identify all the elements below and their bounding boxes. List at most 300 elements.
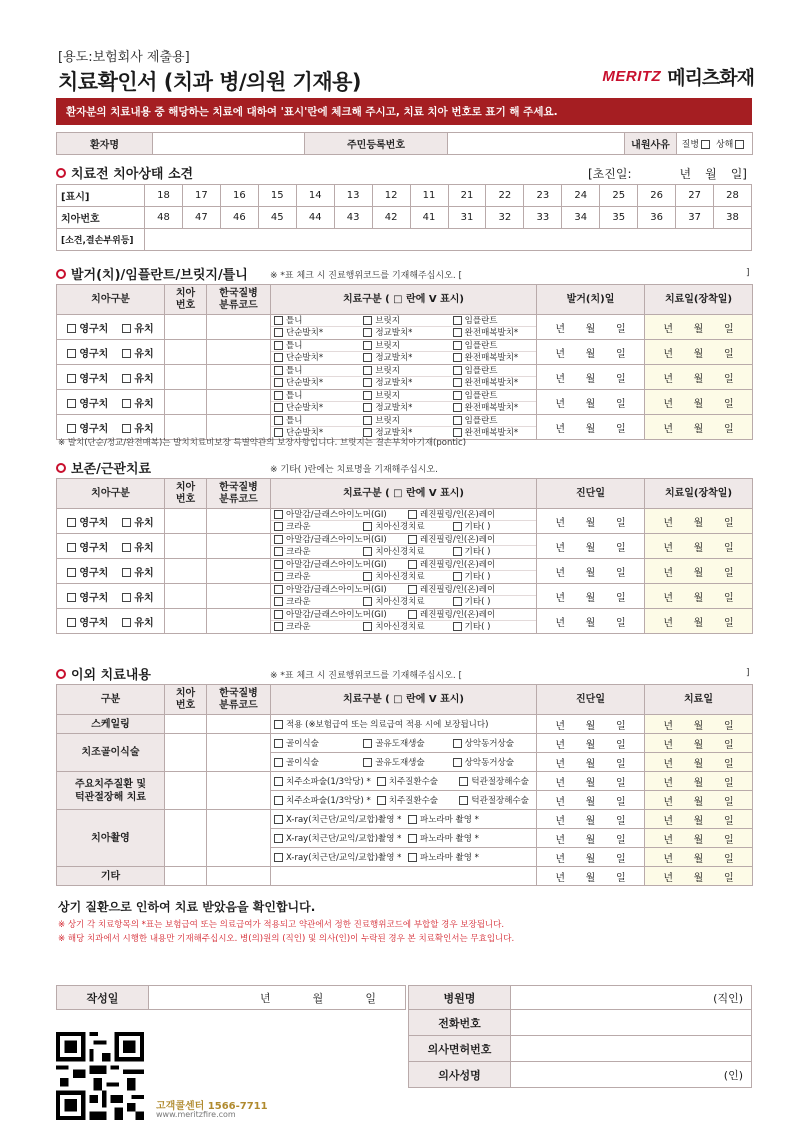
date-ymd[interactable]: [537, 589, 644, 604]
treatment-option[interactable]: 상악동거상술: [453, 756, 536, 768]
treatment-option[interactable]: 크라운: [274, 546, 357, 558]
tooth-13[interactable]: 13: [334, 185, 372, 207]
treat-date-field[interactable]: [645, 810, 753, 829]
date-ymd[interactable]: [537, 793, 644, 808]
treat-date-field[interactable]: [645, 509, 753, 534]
tooth-32[interactable]: 32: [486, 207, 524, 229]
checkbox-icon[interactable]: [408, 560, 417, 569]
checkbox-icon[interactable]: [67, 399, 76, 408]
treatment-option[interactable]: 정교발치*: [363, 402, 446, 414]
checkbox-icon[interactable]: [363, 328, 372, 337]
tooth-26[interactable]: 26: [638, 185, 676, 207]
treat-date-field[interactable]: [645, 340, 753, 365]
tooth-no-field[interactable]: [165, 867, 207, 886]
website[interactable]: www.meritzfire.com: [156, 1110, 236, 1119]
treatment-option[interactable]: 아말감/글래스아이노머(GI): [274, 559, 402, 570]
checkbox-icon[interactable]: [408, 585, 417, 594]
checkbox-icon[interactable]: [453, 391, 462, 400]
treatment-option[interactable]: 틀니: [274, 340, 357, 351]
tooth-14[interactable]: 14: [296, 185, 334, 207]
treatment-options[interactable]: [271, 848, 537, 867]
write-date-field[interactable]: [149, 986, 406, 1010]
date-ymd[interactable]: [537, 869, 644, 884]
checkbox-icon[interactable]: [122, 374, 131, 383]
date-field[interactable]: [537, 810, 645, 829]
date-field[interactable]: [537, 315, 645, 340]
treat-date-ymd[interactable]: [645, 589, 752, 604]
checkbox-icon[interactable]: [274, 834, 283, 843]
date-field[interactable]: [537, 415, 645, 440]
tooth-no-field[interactable]: [165, 810, 207, 867]
treatment-option[interactable]: 정교발치*: [363, 327, 446, 339]
checkbox-icon[interactable]: [453, 378, 462, 387]
date-ymd[interactable]: [537, 420, 644, 435]
treatment-option[interactable]: 단순발치*: [274, 327, 357, 339]
checkbox-icon[interactable]: [122, 424, 131, 433]
tooth-25[interactable]: 25: [600, 185, 638, 207]
checkbox-icon[interactable]: [363, 622, 372, 631]
tooth-24[interactable]: 24: [562, 185, 600, 207]
checkbox-icon[interactable]: [122, 518, 131, 527]
treatment-options[interactable]: [271, 315, 537, 340]
treatment-option[interactable]: 상악동거상술: [453, 737, 536, 749]
date-ymd[interactable]: [537, 320, 644, 335]
date-ymd[interactable]: [537, 539, 644, 554]
date-field[interactable]: [537, 848, 645, 867]
checkbox-icon[interactable]: [453, 739, 462, 748]
checkbox-icon[interactable]: [67, 518, 76, 527]
treat-date-ymd[interactable]: [645, 831, 752, 846]
date-field[interactable]: [537, 772, 645, 791]
permanent-option[interactable]: 영구치: [67, 589, 108, 604]
treat-date-field[interactable]: [645, 753, 753, 772]
checkbox-icon[interactable]: [459, 777, 468, 786]
treatment-option[interactable]: 브릿지: [363, 365, 446, 376]
treatment-option[interactable]: 턱관절장해수술: [459, 794, 536, 806]
checkbox-icon[interactable]: [274, 815, 283, 824]
permanent-option[interactable]: 영구치: [67, 420, 108, 435]
treatment-option[interactable]: 치아신경치료: [363, 521, 446, 533]
tooth-44[interactable]: 44: [296, 207, 334, 229]
date-ymd[interactable]: [537, 736, 644, 751]
treatment-option[interactable]: 임플란트: [453, 390, 536, 401]
checkbox-icon[interactable]: [274, 535, 283, 544]
checkbox-icon[interactable]: [67, 424, 76, 433]
checkbox-icon[interactable]: [274, 739, 283, 748]
treat-date-field[interactable]: [645, 829, 753, 848]
treatment-option[interactable]: 완전매복발치*: [453, 327, 536, 339]
checkbox-icon[interactable]: [453, 316, 462, 325]
treat-date-ymd[interactable]: [645, 345, 752, 360]
treatment-option[interactable]: 단순발치*: [274, 427, 357, 439]
tooth-no-field[interactable]: [165, 772, 207, 810]
primary-option[interactable]: 유치: [122, 589, 153, 604]
tooth-type-options[interactable]: [57, 509, 165, 534]
hospital-field[interactable]: [511, 986, 752, 1010]
tooth-no-field[interactable]: [165, 534, 207, 559]
kcd-field[interactable]: [207, 509, 271, 534]
tooth-18[interactable]: 18: [145, 185, 183, 207]
treatment-option[interactable]: 크라운: [274, 596, 357, 608]
date-ymd[interactable]: [537, 370, 644, 385]
treatment-option[interactable]: X-ray(치근단/교익/교합)촬영 *: [274, 813, 402, 825]
date-ymd[interactable]: [537, 395, 644, 410]
treatment-options[interactable]: [271, 715, 537, 734]
tooth-no-field[interactable]: [165, 609, 207, 634]
checkbox-icon[interactable]: [453, 572, 462, 581]
tooth-type-options[interactable]: [57, 534, 165, 559]
tooth-no-field[interactable]: [165, 509, 207, 534]
treat-date-field[interactable]: [645, 534, 753, 559]
treatment-option[interactable]: 임플란트: [453, 415, 536, 426]
date-ymd[interactable]: [537, 614, 644, 629]
primary-option[interactable]: 유치: [122, 514, 153, 529]
tooth-33[interactable]: 33: [524, 207, 562, 229]
checkbox-icon[interactable]: [274, 572, 283, 581]
checkbox-icon[interactable]: [408, 815, 417, 824]
checkbox-icon[interactable]: [274, 560, 283, 569]
treatment-option[interactable]: 임플란트: [453, 340, 536, 351]
tooth-21[interactable]: 21: [448, 185, 486, 207]
checkbox-icon[interactable]: [363, 416, 372, 425]
kcd-field[interactable]: [207, 315, 271, 340]
first-visit-date[interactable]: [588, 165, 747, 182]
kcd-field[interactable]: [207, 584, 271, 609]
treatment-options[interactable]: [271, 829, 537, 848]
tooth-11[interactable]: 11: [410, 185, 448, 207]
treat-date-ymd[interactable]: [645, 539, 752, 554]
tooth-type-options[interactable]: [57, 340, 165, 365]
treatment-option[interactable]: 완전매복발치*: [453, 427, 536, 439]
date-field[interactable]: [537, 609, 645, 634]
treat-date-field[interactable]: [645, 415, 753, 440]
primary-option[interactable]: 유치: [122, 539, 153, 554]
checkbox-icon[interactable]: [122, 543, 131, 552]
treatment-options[interactable]: [271, 772, 537, 791]
treat-date-field[interactable]: [645, 584, 753, 609]
checkbox-icon[interactable]: [67, 349, 76, 358]
checkbox-icon[interactable]: [363, 403, 372, 412]
checkbox-icon[interactable]: [453, 366, 462, 375]
tooth-no-field[interactable]: [165, 390, 207, 415]
treatment-option[interactable]: 파노라마 촬영 *: [408, 851, 536, 863]
tooth-12[interactable]: 12: [372, 185, 410, 207]
kcd-field[interactable]: [207, 609, 271, 634]
treatment-options[interactable]: [271, 390, 537, 415]
tooth-23[interactable]: 23: [524, 185, 562, 207]
treat-date-ymd[interactable]: [645, 850, 752, 865]
treat-date-ymd[interactable]: [645, 564, 752, 579]
checkbox-icon[interactable]: [274, 720, 283, 729]
treatment-option[interactable]: 치주질환수술: [377, 794, 454, 806]
treatment-option[interactable]: 기타( ): [453, 596, 536, 608]
checkbox-icon[interactable]: [274, 610, 283, 619]
patient-id-field[interactable]: [448, 133, 625, 155]
date-ymd[interactable]: [537, 831, 644, 846]
treatment-option[interactable]: 임플란트: [453, 315, 536, 326]
primary-option[interactable]: 유치: [122, 370, 153, 385]
treatment-option[interactable]: 임플란트: [453, 365, 536, 376]
checkbox-icon[interactable]: [363, 378, 372, 387]
kcd-field[interactable]: [207, 715, 271, 734]
checkbox-icon[interactable]: [363, 341, 372, 350]
checkbox-icon[interactable]: [67, 568, 76, 577]
treatment-options[interactable]: [271, 867, 537, 886]
permanent-option[interactable]: 영구치: [67, 514, 108, 529]
permanent-option[interactable]: 영구치: [67, 370, 108, 385]
date-field[interactable]: [537, 534, 645, 559]
checkbox-icon[interactable]: [274, 796, 283, 805]
primary-option[interactable]: 유치: [122, 395, 153, 410]
treatment-option[interactable]: 파노라마 촬영 *: [408, 813, 536, 825]
tooth-46[interactable]: 46: [220, 207, 258, 229]
tooth-type-options[interactable]: [57, 390, 165, 415]
finding-field[interactable]: [145, 229, 752, 251]
checkbox-icon[interactable]: [274, 547, 283, 556]
treat-date-field[interactable]: [645, 365, 753, 390]
treatment-option[interactable]: 단순발치*: [274, 352, 357, 364]
treatment-option[interactable]: 레진필링/인(온)레이: [408, 559, 536, 570]
tooth-16[interactable]: 16: [220, 185, 258, 207]
treatment-option[interactable]: 브릿지: [363, 390, 446, 401]
treatment-option[interactable]: 아말감/글래스아이노머(GI): [274, 609, 402, 620]
checkbox-icon[interactable]: [122, 618, 131, 627]
checkbox-icon[interactable]: [67, 593, 76, 602]
treatment-option[interactable]: 완전매복발치*: [453, 402, 536, 414]
checkbox-icon[interactable]: [67, 374, 76, 383]
treatment-option[interactable]: 아말감/글래스아이노머(GI): [274, 509, 402, 520]
treat-date-field[interactable]: [645, 848, 753, 867]
checkbox-icon[interactable]: [122, 324, 131, 333]
treatment-option[interactable]: 정교발치*: [363, 352, 446, 364]
checkbox-icon[interactable]: [408, 853, 417, 862]
kcd-field[interactable]: [207, 559, 271, 584]
treat-date-ymd[interactable]: [645, 614, 752, 629]
permanent-option[interactable]: 영구치: [67, 395, 108, 410]
treatment-option[interactable]: 기타( ): [453, 521, 536, 533]
treatment-option[interactable]: 브릿지: [363, 415, 446, 426]
treat-date-ymd[interactable]: [645, 370, 752, 385]
kcd-field[interactable]: [207, 365, 271, 390]
date-field[interactable]: [537, 584, 645, 609]
checkbox-icon[interactable]: [274, 403, 283, 412]
treatment-option[interactable]: 기타( ): [453, 546, 536, 558]
visit-reason-options[interactable]: [677, 133, 753, 155]
treatment-option[interactable]: 단순발치*: [274, 377, 357, 389]
treatment-options[interactable]: [271, 559, 537, 584]
kcd-field[interactable]: [207, 867, 271, 886]
checkbox-icon[interactable]: [274, 328, 283, 337]
treatment-option[interactable]: 골이식술: [274, 737, 357, 749]
checkbox-icon[interactable]: [363, 353, 372, 362]
tooth-15[interactable]: 15: [258, 185, 296, 207]
treatment-option[interactable]: 골유도재생술: [363, 737, 446, 749]
date-ymd[interactable]: [537, 345, 644, 360]
treatment-option[interactable]: 정교발치*: [363, 427, 446, 439]
treat-date-ymd[interactable]: [645, 514, 752, 529]
tooth-no-field[interactable]: [165, 559, 207, 584]
checkbox-icon[interactable]: [453, 622, 462, 631]
checkbox-icon[interactable]: [408, 834, 417, 843]
checkbox-icon[interactable]: [453, 341, 462, 350]
permanent-option[interactable]: 영구치: [67, 539, 108, 554]
date-ymd[interactable]: [537, 812, 644, 827]
checkbox-icon[interactable]: [408, 535, 417, 544]
checkbox-icon[interactable]: [363, 758, 372, 767]
treat-date-ymd[interactable]: [645, 395, 752, 410]
checkbox-icon[interactable]: [274, 853, 283, 862]
treatment-option[interactable]: 틀니: [274, 315, 357, 326]
treatment-option[interactable]: 치주소파술(1/3악당) *: [274, 775, 371, 787]
kcd-field[interactable]: [207, 734, 271, 772]
treatment-option[interactable]: 기타( ): [453, 571, 536, 583]
permanent-option[interactable]: 영구치: [67, 320, 108, 335]
date-ymd[interactable]: [537, 774, 644, 789]
treat-date-field[interactable]: [645, 315, 753, 340]
treatment-option[interactable]: 치아신경치료: [363, 546, 446, 558]
tooth-no-field[interactable]: [165, 340, 207, 365]
checkbox-icon[interactable]: [274, 758, 283, 767]
treatment-option[interactable]: 턱관절장해수술: [459, 775, 536, 787]
permanent-option[interactable]: 영구치: [67, 345, 108, 360]
date-field[interactable]: [537, 365, 645, 390]
doctor-field[interactable]: [511, 1062, 752, 1088]
treatment-option[interactable]: 치주질환수술: [377, 775, 454, 787]
primary-option[interactable]: 유치: [122, 614, 153, 629]
checkbox-icon[interactable]: [377, 777, 386, 786]
treatment-option[interactable]: 크라운: [274, 621, 357, 633]
treatment-option[interactable]: 레진필링/인(온)레이: [408, 584, 536, 595]
checkbox-icon[interactable]: [453, 597, 462, 606]
tooth-type-options[interactable]: [57, 609, 165, 634]
checkbox-icon[interactable]: [363, 572, 372, 581]
checkbox-icon[interactable]: [274, 416, 283, 425]
tooth-type-options[interactable]: [57, 559, 165, 584]
kcd-field[interactable]: [207, 772, 271, 810]
treatment-option[interactable]: 치아신경치료: [363, 621, 446, 633]
tooth-no-field[interactable]: [165, 315, 207, 340]
checkbox-icon[interactable]: [274, 622, 283, 631]
checkbox-icon[interactable]: [363, 739, 372, 748]
checkbox-icon[interactable]: [274, 353, 283, 362]
kcd-field[interactable]: [207, 340, 271, 365]
checkbox-icon[interactable]: [274, 522, 283, 531]
checkbox-icon[interactable]: [363, 316, 372, 325]
primary-option[interactable]: 유치: [122, 564, 153, 579]
primary-option[interactable]: 유치: [122, 420, 153, 435]
tooth-34[interactable]: 34: [562, 207, 600, 229]
tooth-45[interactable]: 45: [258, 207, 296, 229]
treatment-option[interactable]: 치주소파술(1/3악당) *: [274, 794, 371, 806]
checkbox-icon[interactable]: [453, 547, 462, 556]
treat-date-ymd[interactable]: [645, 420, 752, 435]
treat-date-ymd[interactable]: [645, 320, 752, 335]
tooth-no-field[interactable]: [165, 734, 207, 772]
checkbox-icon[interactable]: [274, 378, 283, 387]
checkbox-icon[interactable]: [363, 391, 372, 400]
checkbox-icon[interactable]: [453, 403, 462, 412]
tooth-type-options[interactable]: [57, 365, 165, 390]
checkbox-icon[interactable]: [67, 324, 76, 333]
patient-name-field[interactable]: [153, 133, 305, 155]
treatment-option[interactable]: 파노라마 촬영 *: [408, 832, 536, 844]
date-field[interactable]: [537, 791, 645, 810]
license-field[interactable]: [511, 1036, 752, 1062]
treat-date-ymd[interactable]: [645, 774, 752, 789]
treat-date-ymd[interactable]: [645, 717, 752, 732]
date-field[interactable]: [537, 340, 645, 365]
treatment-option[interactable]: 레진필링/인(온)레이: [408, 509, 536, 520]
checkbox-icon[interactable]: [274, 341, 283, 350]
checkbox-icon[interactable]: [122, 593, 131, 602]
checkbox-icon[interactable]: [122, 399, 131, 408]
treatment-options[interactable]: [271, 609, 537, 634]
treatment-option[interactable]: 레진필링/인(온)레이: [408, 534, 536, 545]
kcd-field[interactable]: [207, 534, 271, 559]
tooth-no-field[interactable]: [165, 715, 207, 734]
checkbox-icon[interactable]: [363, 547, 372, 556]
checkbox-icon[interactable]: [363, 366, 372, 375]
primary-option[interactable]: 유치: [122, 320, 153, 335]
treatment-options[interactable]: [271, 584, 537, 609]
treatment-options[interactable]: [271, 791, 537, 810]
date-field[interactable]: [537, 829, 645, 848]
checkbox-icon[interactable]: [274, 585, 283, 594]
treat-date-field[interactable]: [645, 559, 753, 584]
checkbox-icon[interactable]: [453, 328, 462, 337]
treat-date-ymd[interactable]: [645, 736, 752, 751]
tooth-no-field[interactable]: [165, 584, 207, 609]
checkbox-icon[interactable]: [377, 796, 386, 805]
treatment-options[interactable]: [271, 340, 537, 365]
date-ymd[interactable]: [537, 564, 644, 579]
treatment-option[interactable]: 치아신경치료: [363, 571, 446, 583]
treatment-option[interactable]: 골유도재생술: [363, 756, 446, 768]
treatment-option[interactable]: 크라운: [274, 521, 357, 533]
tooth-36[interactable]: 36: [638, 207, 676, 229]
treat-date-field[interactable]: [645, 390, 753, 415]
checkbox-icon[interactable]: [274, 366, 283, 375]
treatment-options[interactable]: [271, 810, 537, 829]
treatment-options[interactable]: [271, 365, 537, 390]
treatment-option[interactable]: 골이식술: [274, 756, 357, 768]
checkbox-icon[interactable]: [274, 597, 283, 606]
treat-date-field[interactable]: [645, 734, 753, 753]
treat-date-field[interactable]: [645, 867, 753, 886]
treatment-options[interactable]: [271, 509, 537, 534]
tooth-38[interactable]: 38: [714, 207, 752, 229]
tooth-28[interactable]: 28: [714, 185, 752, 207]
date-field[interactable]: [537, 509, 645, 534]
tooth-48[interactable]: 48: [145, 207, 183, 229]
treatment-option[interactable]: 레진필링/인(온)레이: [408, 609, 536, 620]
tooth-35[interactable]: 35: [600, 207, 638, 229]
checkbox-icon[interactable]: [122, 568, 131, 577]
checkbox-icon[interactable]: [67, 618, 76, 627]
date-field[interactable]: [537, 867, 645, 886]
treatment-option[interactable]: 크라운: [274, 571, 357, 583]
checkbox-icon[interactable]: [453, 758, 462, 767]
treatment-option[interactable]: 치아신경치료: [363, 596, 446, 608]
treatment-options[interactable]: [271, 753, 537, 772]
treatment-option[interactable]: X-ray(치근단/교익/교합)촬영 *: [274, 851, 402, 863]
checkbox-icon[interactable]: [274, 316, 283, 325]
tooth-47[interactable]: 47: [182, 207, 220, 229]
tooth-type-options[interactable]: [57, 584, 165, 609]
permanent-option[interactable]: 영구치: [67, 564, 108, 579]
date-field[interactable]: [537, 715, 645, 734]
date-ymd[interactable]: [537, 717, 644, 732]
